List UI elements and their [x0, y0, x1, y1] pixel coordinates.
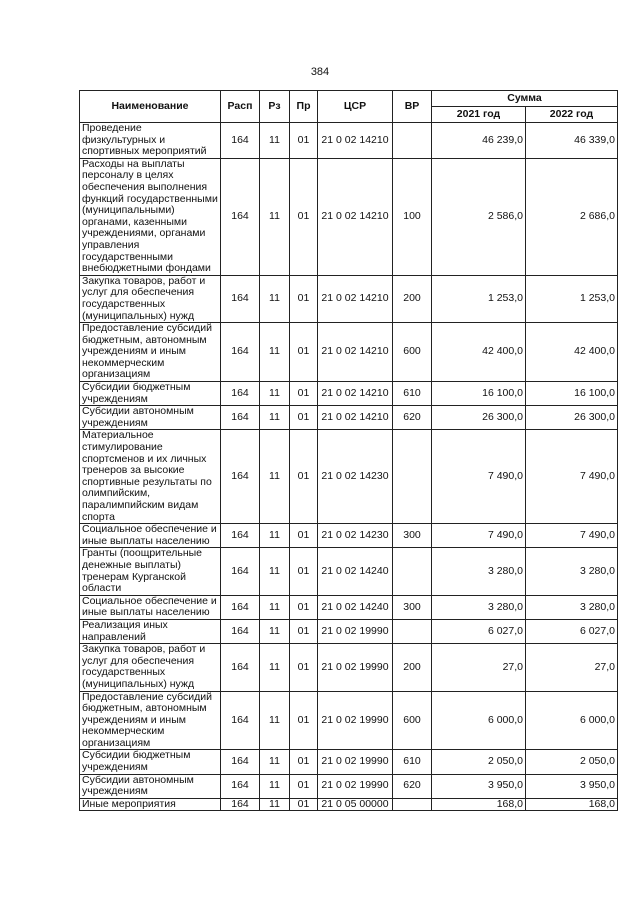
cell-name: Предоставление субсидий бюджетным, автономным учреждениям и иным некоммерческим организациям: [80, 691, 221, 750]
cell-rz: 11: [260, 406, 290, 430]
table-row: [80, 275, 618, 322]
cell-rasp: 164: [221, 406, 260, 430]
cell-pr: 01: [290, 275, 318, 322]
cell-pr: 01: [290, 548, 318, 595]
cell-2021: 16 100,0: [432, 382, 526, 406]
cell-rasp: 164: [221, 123, 260, 159]
table-row: [80, 619, 618, 643]
cell-vr: 200: [393, 644, 432, 691]
cell-csr: 21 0 02 14210: [318, 323, 393, 382]
cell-2021: 1 253,0: [432, 275, 526, 322]
cell-vr: 610: [393, 382, 432, 406]
cell-name: Социальное обеспечение и иные выплаты населению: [80, 595, 221, 619]
table-row: [80, 798, 618, 811]
cell-2021: 26 300,0: [432, 406, 526, 430]
cell-name: Закупка товаров, работ и услуг для обеспечения государственных (муниципальных) нужд: [80, 644, 221, 691]
cell-pr: 01: [290, 774, 318, 798]
cell-name: Субсидии автономным учреждениям: [80, 774, 221, 798]
cell-rasp: 164: [221, 158, 260, 275]
cell-2022: 7 490,0: [526, 430, 618, 524]
cell-pr: 01: [290, 524, 318, 548]
header-csr: ЦСР: [318, 91, 393, 123]
header-pr: Пр: [290, 91, 318, 123]
cell-pr: 01: [290, 619, 318, 643]
cell-pr: 01: [290, 158, 318, 275]
cell-2022: 46 339,0: [526, 123, 618, 159]
cell-rasp: 164: [221, 275, 260, 322]
cell-rasp: 164: [221, 595, 260, 619]
cell-name: Предоставление субсидий бюджетным, автономным учреждениям и иным некоммерческим организациям: [80, 323, 221, 382]
cell-rasp: 164: [221, 750, 260, 774]
cell-csr: 21 0 05 00000: [318, 798, 393, 811]
cell-rz: 11: [260, 123, 290, 159]
header-rz: Рз: [260, 91, 290, 123]
cell-rasp: 164: [221, 548, 260, 595]
cell-2022: 42 400,0: [526, 323, 618, 382]
cell-pr: 01: [290, 406, 318, 430]
cell-vr: 620: [393, 774, 432, 798]
cell-csr: 21 0 02 19990: [318, 774, 393, 798]
cell-2021: 6 000,0: [432, 691, 526, 750]
cell-2022: 2 050,0: [526, 750, 618, 774]
cell-pr: 01: [290, 382, 318, 406]
cell-2021: 3 280,0: [432, 548, 526, 595]
cell-csr: 21 0 02 14210: [318, 382, 393, 406]
cell-csr: 21 0 02 14210: [318, 275, 393, 322]
cell-vr: 620: [393, 406, 432, 430]
cell-2021: 6 027,0: [432, 619, 526, 643]
cell-2022: 16 100,0: [526, 382, 618, 406]
cell-2021: 2 586,0: [432, 158, 526, 275]
cell-2021: 46 239,0: [432, 123, 526, 159]
cell-rz: 11: [260, 275, 290, 322]
cell-rz: 11: [260, 691, 290, 750]
cell-pr: 01: [290, 323, 318, 382]
cell-name: Гранты (поощрительные денежные выплаты) тренерам Курганской области: [80, 548, 221, 595]
table-row: [80, 774, 618, 798]
cell-vr: 100: [393, 158, 432, 275]
table-row: [80, 430, 618, 524]
cell-2022: 168,0: [526, 798, 618, 811]
cell-pr: 01: [290, 123, 318, 159]
cell-rz: 11: [260, 158, 290, 275]
table-row: [80, 595, 618, 619]
cell-pr: 01: [290, 691, 318, 750]
cell-vr: 610: [393, 750, 432, 774]
cell-2022: 7 490,0: [526, 524, 618, 548]
header-rasp: Расп: [221, 91, 260, 123]
cell-name: Субсидии бюджетным учреждениям: [80, 382, 221, 406]
cell-name: Материальное стимулирование спортсменов и их личных тренеров за высокие спортивные результаты по олимпийским, паралимпийским видам спорта: [80, 430, 221, 524]
cell-rz: 11: [260, 524, 290, 548]
cell-2022: 6 000,0: [526, 691, 618, 750]
cell-rz: 11: [260, 750, 290, 774]
cell-vr: 600: [393, 691, 432, 750]
cell-name: Субсидии автономным учреждениям: [80, 406, 221, 430]
cell-rasp: 164: [221, 430, 260, 524]
cell-csr: 21 0 02 14240: [318, 548, 393, 595]
cell-pr: 01: [290, 644, 318, 691]
cell-vr: [393, 123, 432, 159]
table-row: [80, 158, 618, 275]
cell-2022: 3 280,0: [526, 595, 618, 619]
cell-2021: 27,0: [432, 644, 526, 691]
cell-rasp: 164: [221, 798, 260, 811]
table-row: [80, 644, 618, 691]
page-number: 384: [310, 66, 330, 78]
cell-rz: 11: [260, 382, 290, 406]
cell-name: Реализация иных направлений: [80, 619, 221, 643]
table-header: [80, 91, 618, 123]
header-vr: ВР: [393, 91, 432, 123]
cell-rasp: 164: [221, 619, 260, 643]
table-row: [80, 548, 618, 595]
cell-rz: 11: [260, 323, 290, 382]
cell-2022: 26 300,0: [526, 406, 618, 430]
cell-name: Закупка товаров, работ и услуг для обеспечения государственных (муниципальных) нужд: [80, 275, 221, 322]
cell-rasp: 164: [221, 524, 260, 548]
cell-vr: [393, 430, 432, 524]
cell-name: Проведение физкультурных и спортивных мероприятий: [80, 123, 221, 159]
cell-2022: 2 686,0: [526, 158, 618, 275]
cell-name: Иные мероприятия: [80, 798, 221, 811]
cell-2022: 3 280,0: [526, 548, 618, 595]
cell-name: Социальное обеспечение и иные выплаты населению: [80, 524, 221, 548]
cell-rz: 11: [260, 595, 290, 619]
cell-vr: [393, 619, 432, 643]
cell-name: Расходы на выплаты персоналу в целях обеспечения выполнения функций государственными (муниципальными) органами, казенными учреждениями, органами управления государственными внебюджетными фондами: [80, 158, 221, 275]
cell-vr: 300: [393, 595, 432, 619]
cell-csr: 21 0 02 19990: [318, 644, 393, 691]
cell-2022: 27,0: [526, 644, 618, 691]
table-row: [80, 524, 618, 548]
table-row: [80, 406, 618, 430]
cell-csr: 21 0 02 19990: [318, 691, 393, 750]
cell-pr: 01: [290, 750, 318, 774]
table-row: [80, 123, 618, 159]
cell-pr: 01: [290, 430, 318, 524]
table-body: [80, 123, 618, 811]
cell-rz: 11: [260, 619, 290, 643]
table-row: [80, 691, 618, 750]
cell-2021: 7 490,0: [432, 524, 526, 548]
cell-rasp: 164: [221, 382, 260, 406]
cell-vr: 300: [393, 524, 432, 548]
cell-pr: 01: [290, 595, 318, 619]
budget-table: [79, 90, 618, 811]
cell-2022: 1 253,0: [526, 275, 618, 322]
cell-2021: 42 400,0: [432, 323, 526, 382]
table-row: [80, 323, 618, 382]
cell-csr: 21 0 02 14210: [318, 123, 393, 159]
cell-2021: 168,0: [432, 798, 526, 811]
cell-csr: 21 0 02 14210: [318, 158, 393, 275]
table-row: [80, 750, 618, 774]
cell-rz: 11: [260, 430, 290, 524]
cell-2021: 7 490,0: [432, 430, 526, 524]
table-row: [80, 382, 618, 406]
cell-rasp: 164: [221, 644, 260, 691]
cell-rasp: 164: [221, 691, 260, 750]
cell-csr: 21 0 02 14210: [318, 406, 393, 430]
cell-2022: 6 027,0: [526, 619, 618, 643]
cell-pr: 01: [290, 798, 318, 811]
cell-rz: 11: [260, 774, 290, 798]
cell-csr: 21 0 02 14230: [318, 430, 393, 524]
header-2021: 2021 год: [432, 107, 526, 123]
cell-rz: 11: [260, 644, 290, 691]
cell-vr: 200: [393, 275, 432, 322]
cell-rz: 11: [260, 798, 290, 811]
cell-name: Субсидии бюджетным учреждениям: [80, 750, 221, 774]
header-sum: Сумма: [432, 91, 618, 107]
cell-2022: 3 950,0: [526, 774, 618, 798]
cell-csr: 21 0 02 19990: [318, 750, 393, 774]
cell-2021: 2 050,0: [432, 750, 526, 774]
cell-rasp: 164: [221, 774, 260, 798]
header-2022: 2022 год: [526, 107, 618, 123]
cell-rasp: 164: [221, 323, 260, 382]
cell-vr: [393, 548, 432, 595]
cell-csr: 21 0 02 14240: [318, 595, 393, 619]
cell-vr: [393, 798, 432, 811]
cell-csr: 21 0 02 14230: [318, 524, 393, 548]
cell-2021: 3 280,0: [432, 595, 526, 619]
cell-2021: 3 950,0: [432, 774, 526, 798]
cell-vr: 600: [393, 323, 432, 382]
cell-csr: 21 0 02 19990: [318, 619, 393, 643]
header-name: Наименование: [80, 91, 221, 123]
cell-rz: 11: [260, 548, 290, 595]
